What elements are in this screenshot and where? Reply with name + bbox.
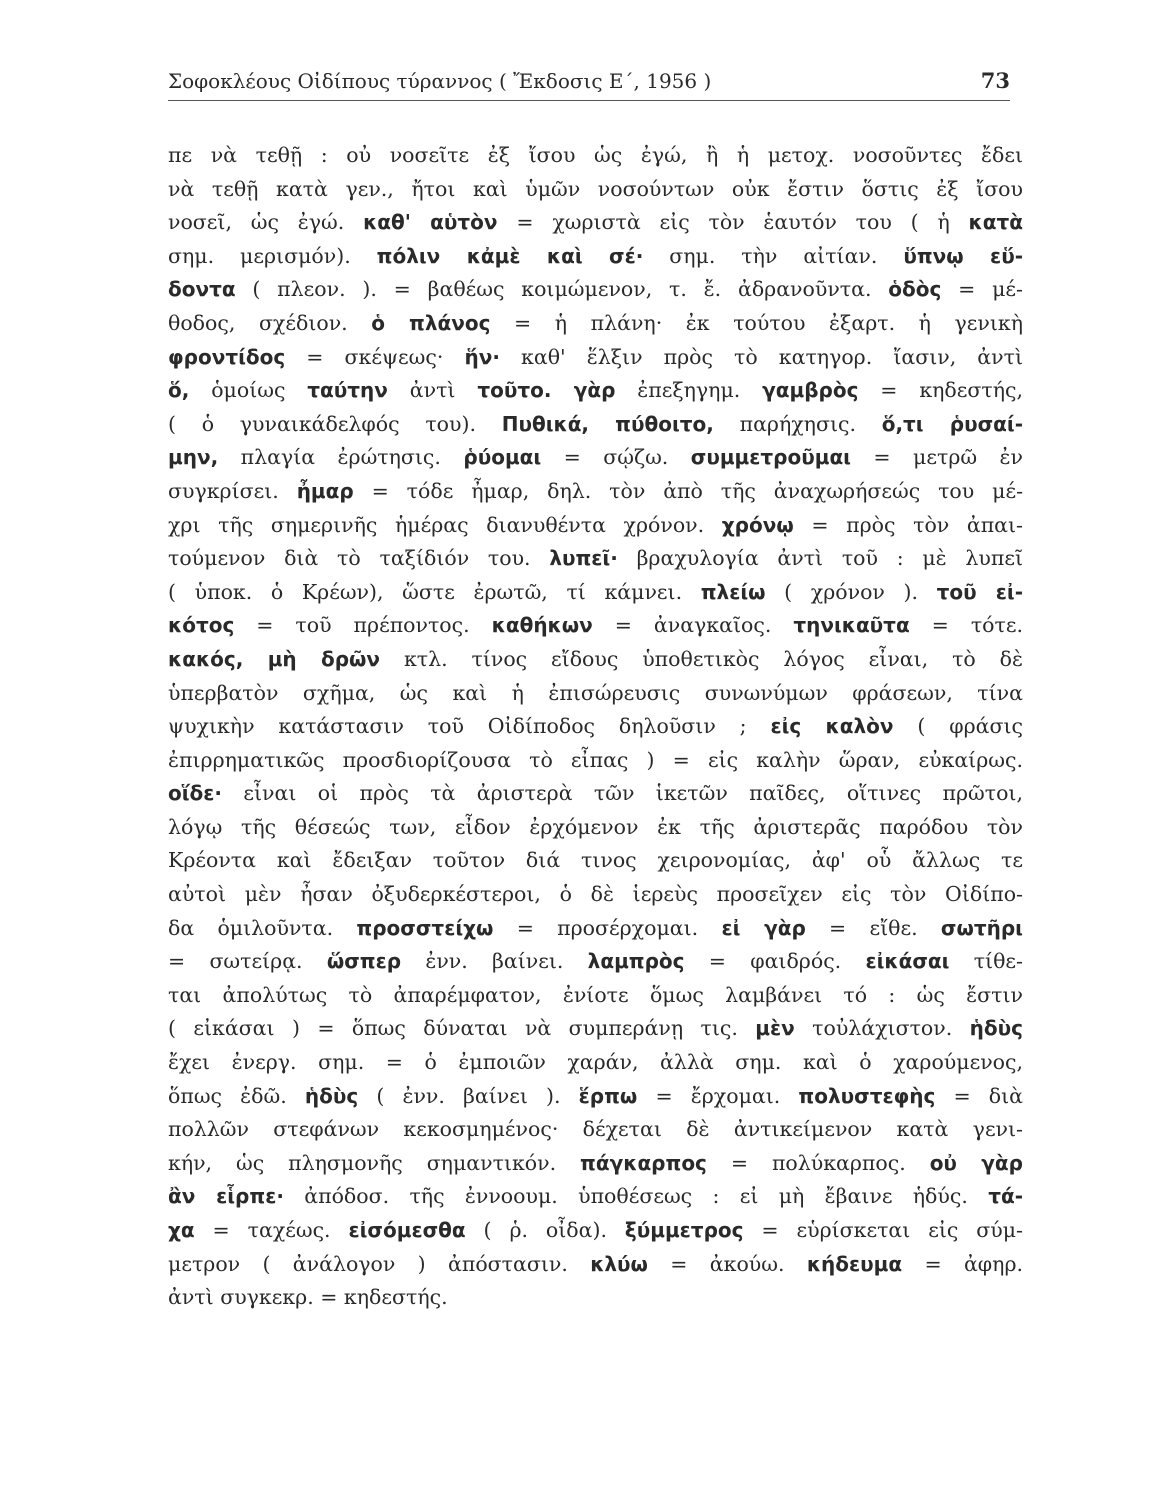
text-segment: κήν, ὡς πλησμονῆς σημαντικόν. — [168, 1150, 581, 1175]
text-line — [168, 1147, 1023, 1181]
text-line — [168, 1248, 1023, 1282]
text-segment: = σῴζω. — [541, 445, 691, 470]
lemma-term: χα — [168, 1218, 195, 1242]
page-number: 73 — [980, 68, 1010, 93]
text-segment: = προσέρχομαι. — [493, 915, 722, 940]
text-segment: = διὰ — [935, 1083, 1024, 1108]
text-segment: = εὑρίσκεται εἰς σύμ- — [743, 1218, 1023, 1242]
text-segment: τούμενον διὰ τὸ ταξίδιόν του. — [168, 546, 550, 571]
text-segment: ἀντὶ συγκεκρ. = κηδεστής. — [168, 1285, 448, 1310]
text-segment: σημ. μερισμόν). — [168, 243, 377, 268]
lemma-term: τοῦ εἰ- — [936, 579, 1023, 604]
lemma-term: ὅ,τι ῥυσαί- — [881, 411, 1023, 436]
lemma-term: πολυστεφὴς — [798, 1083, 936, 1108]
text-line — [168, 1214, 1023, 1248]
text-segment: = ἀναγκαῖος. — [592, 613, 794, 638]
lemma-term: κότος — [168, 613, 235, 638]
lemma-term: ἂν εἷρπε· — [168, 1184, 284, 1209]
lemma-term: ξύμμετρος — [624, 1218, 744, 1242]
text-line — [168, 240, 1023, 274]
text-segment: εἶναι οἱ πρὸς τὰ ἀριστερὰ τῶν ἱκετῶν παῖδες, οἵτινες πρῶτοι, — [222, 781, 1023, 806]
running-title: Σοφοκλέους Οἰδίπους τύραννος ( Ἔκδοσις Ε΄, 1956 ) — [168, 69, 712, 93]
lemma-term: κλύω — [590, 1251, 648, 1276]
lemma-term: ὕπνῳ εὕ- — [903, 243, 1023, 268]
lemma-term: τηνικαῦτα — [793, 613, 910, 638]
text-segment: ἀπόδοσ. τῆς ἐννοουμ. ὑποθέσεως : εἰ μὴ ἔβαινε ἡδύς. — [283, 1184, 989, 1209]
text-segment: = ἀκούω. — [647, 1251, 807, 1276]
lemma-term: εἰσόμεσθα — [348, 1218, 466, 1242]
text-segment: = φαιδρός. — [684, 949, 866, 974]
lemma-term: καθήκων — [491, 613, 593, 638]
text-line — [168, 408, 1023, 442]
header-rule — [168, 100, 1010, 101]
lemma-term: λυπεῖ· — [549, 546, 618, 571]
text-segment: = εἴθε. — [805, 915, 941, 940]
text-line — [168, 1012, 1023, 1046]
lemma-term: δοντα — [168, 277, 236, 302]
text-line — [168, 912, 1023, 946]
text-segment: ἐνν. βαίνει. — [401, 949, 588, 974]
lemma-term: κήδευμα — [806, 1251, 903, 1276]
text-segment: = μέ- — [941, 277, 1023, 302]
commentary-text — [168, 139, 1023, 1315]
text-segment: = ταχέως. — [194, 1218, 349, 1242]
text-line — [168, 945, 1023, 979]
lemma-term: πλείω — [700, 579, 766, 604]
text-line — [168, 509, 1023, 543]
lemma-term: συμμετροῦμαι — [690, 445, 851, 470]
text-segment: = τόδε ἦμαρ, δηλ. τὸν ἀπὸ τῆς ἀναχωρήσεώς του μέ- — [353, 478, 1024, 503]
lemma-term: εἰκάσαι — [865, 949, 950, 974]
text-line — [168, 1113, 1023, 1147]
text-segment: = τότε. — [909, 613, 1023, 638]
text-line — [168, 441, 1023, 475]
text-segment: ψυχικὴν κατάστασιν τοῦ Οἰδίποδος δηλοῦσιν ; — [168, 714, 771, 739]
text-line — [168, 710, 1023, 744]
lemma-term: κακός, μὴ δρῶν — [168, 646, 381, 671]
lemma-term: ὁ πλάνος — [371, 310, 491, 335]
text-segment: ( ὑποκ. ὁ Κρέων), ὥστε ἐρωτῶ, τί κάμνει. — [168, 579, 701, 604]
text-line — [168, 341, 1023, 375]
lemma-term: μὲν — [755, 1016, 795, 1041]
text-segment: τίθε- — [949, 949, 1023, 974]
lemma-term: ἡδὺς — [969, 1016, 1023, 1041]
text-segment: ὅπως ἐδῶ. — [168, 1083, 305, 1108]
text-segment: πε νὰ τεθῇ : οὐ νοσεῖτε ἐξ ἴσου ὡς ἐγώ, ἢ ἡ μετοχ. νοσοῦντες ἔδει — [168, 143, 1023, 167]
text-line — [168, 374, 1023, 408]
text-line — [168, 475, 1023, 509]
text-line — [168, 844, 1023, 878]
text-segment: νὰ τεθῇ κατὰ γεν., ἤτοι καὶ ὑμῶν νοσούντων οὐκ ἔστιν ὅστις ἐξ ἴσου — [168, 176, 1023, 201]
lemma-term: φροντίδος — [168, 344, 286, 369]
text-line — [168, 744, 1023, 778]
text-segment: = σωτείρᾳ. — [168, 949, 327, 974]
text-segment: = χωριστὰ εἰς τὸν ἑαυτόν του ( ἡ — [497, 210, 969, 235]
text-line — [168, 173, 1023, 207]
lemma-term: εἰ γὰρ — [721, 915, 806, 940]
lemma-term: πόλιν κἀμὲ καὶ σέ· — [376, 243, 644, 268]
text-line — [168, 777, 1023, 811]
text-line — [168, 139, 1023, 173]
lemma-term: ἦμαρ — [296, 478, 354, 503]
text-segment: θοδος, σχέδιον. — [168, 310, 372, 335]
text-segment: αὐτοὶ μὲν ἦσαν ὀξυδερκέστεροι, ὁ δὲ ἱερεὺς προσεῖχεν εἰς τὸν Οἰδίπο- — [168, 882, 1023, 907]
text-segment: σημ. τὴν αἰτίαν. — [643, 243, 904, 268]
text-segment: παρήχησις. — [713, 411, 882, 436]
text-line — [168, 1046, 1023, 1080]
lemma-term: πάγκαρπος — [580, 1150, 707, 1175]
text-segment: νοσεῖ, ὡς ἐγώ. — [168, 210, 364, 235]
text-line — [168, 1080, 1023, 1114]
text-line — [168, 878, 1023, 912]
text-line — [168, 542, 1023, 576]
text-line — [168, 643, 1023, 677]
text-segment: χρι τῆς σημερινῆς ἡμέρας διανυθέντα χρόνον. — [168, 512, 722, 537]
text-segment: ἀντὶ — [387, 378, 478, 403]
text-segment: ( χρόνον ). — [765, 579, 937, 604]
text-segment: πλαγία ἐρώτησις. — [218, 445, 464, 470]
lemma-term: χρόνῳ — [721, 512, 794, 537]
text-segment: ( πλεον. ). = βαθέως κοιμώμενον, τ. ἔ. ἀδρανοῦντα. — [235, 277, 889, 302]
text-segment: ( φράσις — [893, 714, 1023, 739]
lemma-term: ἥν· — [464, 344, 500, 369]
text-segment: τοὐλάχιστον. — [794, 1016, 970, 1041]
text-line — [168, 307, 1023, 341]
lemma-term: κατὰ — [968, 210, 1023, 235]
text-line — [168, 811, 1023, 845]
text-segment: ( ῥ. οἶδα). — [465, 1218, 625, 1242]
text-segment: = μετρῶ ἐν — [850, 445, 1023, 470]
text-segment: ( ὁ γυναικάδελφός του). — [168, 411, 502, 436]
text-segment: = πρὸς τὸν ἀπαι- — [793, 512, 1023, 537]
text-line — [168, 609, 1023, 643]
text-segment: βραχυλογία ἀντὶ τοῦ : μὲ λυπεῖ — [617, 546, 1024, 571]
text-segment: = ἀφηρ. — [902, 1251, 1024, 1276]
lemma-term: εἰς καλὸν — [770, 714, 894, 739]
text-segment: = ἡ πλάνη· ἐκ τούτου ἐξαρτ. ἡ γενικὴ — [490, 310, 1024, 335]
text-line — [168, 677, 1023, 711]
text-segment: ἐπιρρηματικῶς προσδιορίζουσα τὸ εἶπας ) = εἰς καλὴν ὥραν, εὐκαίρως. — [168, 747, 1023, 772]
text-segment: = τοῦ πρέποντος. — [234, 613, 492, 638]
text-segment: ὑπερβατὸν σχῆμα, ὡς καὶ ἡ ἐπισώρευσις συνωνύμων φράσεων, τίνα — [168, 680, 1023, 705]
text-segment: = κηδεστής, — [858, 378, 1023, 403]
text-segment: ( εἰκάσαι ) = ὅπως δύναται νὰ συμπεράνῃ τις. — [168, 1016, 756, 1041]
text-line — [168, 576, 1023, 610]
text-segment: δα ὁμιλοῦντα. — [168, 915, 357, 940]
page-header — [168, 68, 1010, 93]
lemma-term: σωτῆρι — [940, 915, 1023, 940]
lemma-term: γαμβρὸς — [762, 378, 859, 403]
text-segment: ἔχει ἐνεργ. σημ. = ὁ ἐμποιῶν χαράν, ἀλλὰ σημ. καὶ ὁ χαρούμενος, — [168, 1050, 1023, 1075]
text-segment: πολλῶν στεφάνων κεκοσμημένος· δέχεται δὲ ἀντικείμενον κατὰ γενι- — [168, 1117, 1023, 1142]
text-line — [168, 273, 1023, 307]
text-line — [168, 206, 1023, 240]
text-segment: = πολύκαρπος. — [706, 1150, 930, 1175]
text-segment: ἐπεξηγημ. — [615, 378, 763, 403]
text-segment: μετρον ( ἀνάλογον ) ἀπόστασιν. — [168, 1251, 591, 1276]
lemma-term: ῥύομαι — [463, 445, 542, 470]
text-segment: = σκέψεως· — [285, 344, 465, 369]
lemma-term: τά- — [988, 1184, 1023, 1209]
lemma-term: οἵδε· — [168, 781, 223, 806]
lemma-term: καθ' αὑτὸν — [363, 210, 498, 235]
text-segment: κτλ. τίνος εἴδους ὑποθετικὸς λόγος εἶναι, τὸ δὲ — [380, 646, 1023, 671]
text-segment: ( ἐνν. βαίνει ). — [358, 1083, 579, 1108]
lemma-term: ἕρπω — [578, 1083, 638, 1108]
lemma-term: ἡδὺς — [304, 1083, 359, 1108]
lemma-term: οὐ γὰρ — [929, 1150, 1023, 1175]
lemma-term: μην, — [168, 445, 219, 470]
text-line — [168, 1281, 1023, 1315]
lemma-term: προσστείχω — [356, 915, 494, 940]
lemma-term: τοῦτο. γὰρ — [477, 378, 616, 403]
lemma-term: λαμπρὸς — [587, 949, 685, 974]
text-segment: καθ' ἕλξιν πρὸς τὸ κατηγορ. ἴασιν, ἀντὶ — [499, 344, 1023, 369]
text-line — [168, 1180, 1023, 1214]
text-segment: Κρέοντα καὶ ἔδειξαν τοῦτον διά τινος χειρονομίας, ἀφ' οὗ ἄλλως τε — [168, 848, 1023, 873]
text-segment: ὁμοίως — [189, 378, 308, 403]
lemma-term: ταύτην — [307, 378, 388, 403]
text-line — [168, 979, 1023, 1013]
text-segment: λόγῳ τῆς θέσεώς των, εἶδον ἐρχόμενον ἐκ τῆς ἀριστερᾶς παρόδου τὸν — [168, 814, 1023, 839]
lemma-term: Πυθικά, πύθοιτο, — [501, 411, 714, 436]
lemma-term: ὥσπερ — [326, 949, 402, 974]
text-segment: = ἔρχομαι. — [637, 1083, 799, 1108]
lemma-term: ὁδὸς — [888, 277, 942, 302]
lemma-term: ὅ, — [168, 378, 190, 403]
text-segment: συγκρίσει. — [168, 478, 297, 503]
text-segment: ται ἀπολύτως τὸ ἀπαρέμφατον, ἐνίοτε ὅμως λαμβάνει τό : ὡς ἔστιν — [168, 982, 1023, 1007]
